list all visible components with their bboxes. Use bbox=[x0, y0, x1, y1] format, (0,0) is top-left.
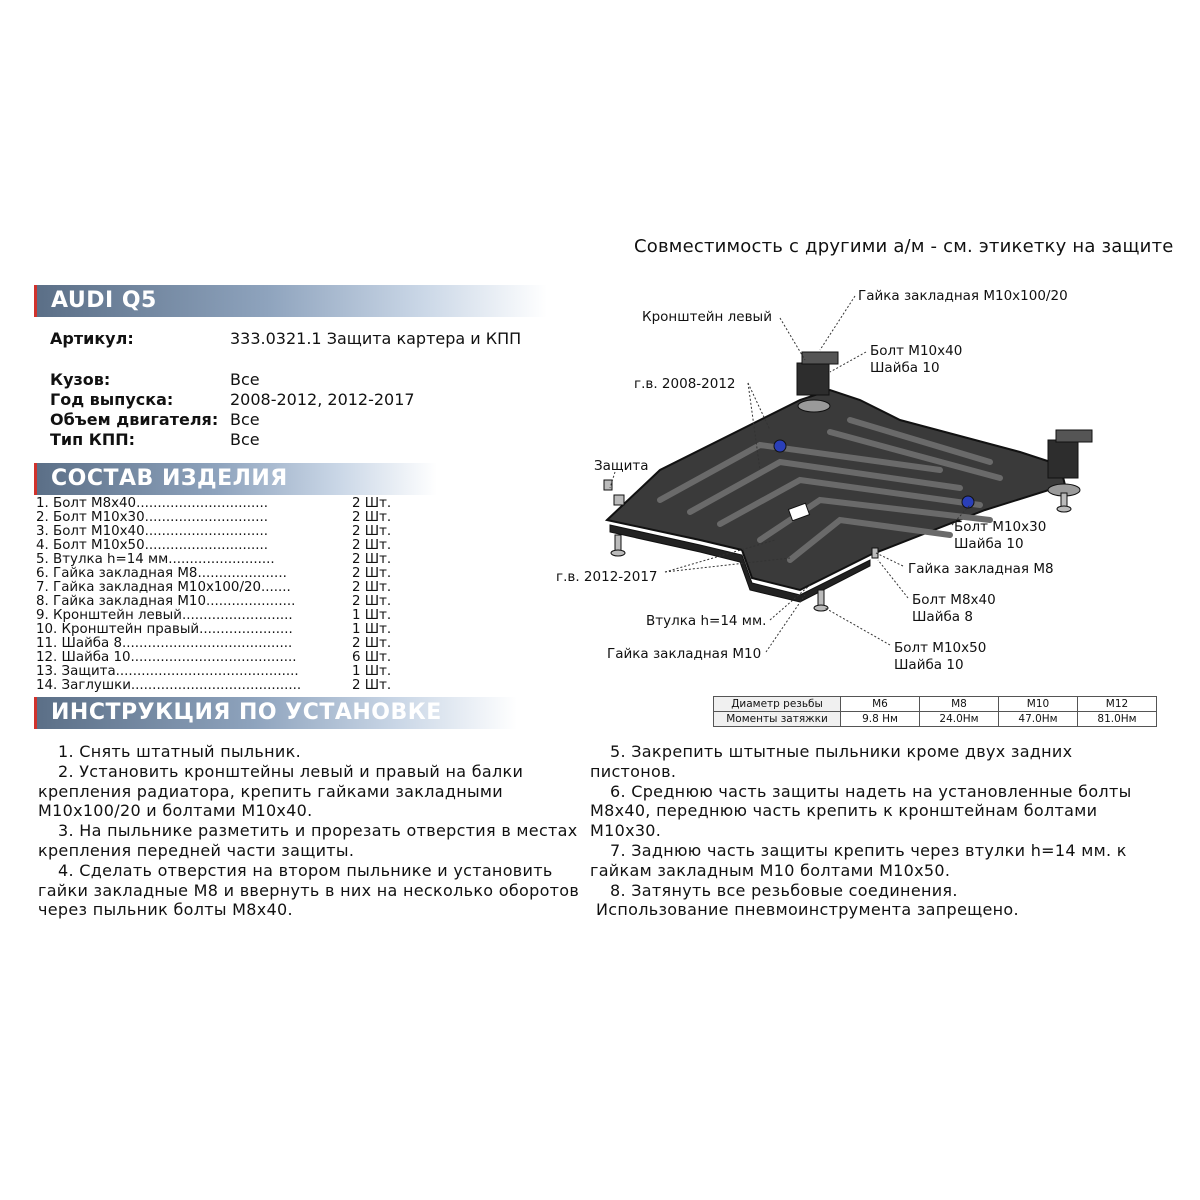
part-name: 11. Шайба 8........................................ bbox=[36, 636, 293, 651]
part-name: 10. Кронштейн правый...................... bbox=[36, 622, 293, 637]
part-qty: 1 Шт. bbox=[352, 664, 392, 679]
callout-washer8: Шайба 8 bbox=[912, 609, 973, 625]
part-qty: 2 Шт. bbox=[352, 552, 392, 567]
torque-table bbox=[713, 696, 1157, 727]
table-row bbox=[714, 697, 1157, 712]
thread-size-cell: М8 bbox=[920, 697, 999, 712]
thread-size-cell: М12 bbox=[1078, 697, 1157, 712]
callout-bushing: Втулка h=14 мм. bbox=[646, 613, 767, 629]
torque-row-label: Диаметр резьбы bbox=[714, 697, 841, 712]
spec-value-gearbox: Все bbox=[230, 430, 260, 449]
instruction-step: 3. На пыльнике разметить и прорезать отверстия в местах крепления передней части защиты. bbox=[38, 821, 578, 860]
part-name: 12. Шайба 10....................................... bbox=[36, 650, 297, 665]
instruction-step: 1. Снять штатный пыльник. bbox=[58, 742, 301, 761]
instruction-step: 7. Заднюю часть защиты крепить через втулки h=14 мм. к гайкам закладным М10 болтами М10х50. bbox=[590, 840, 1127, 880]
part-name: 7. Гайка закладная М10х100/20....... bbox=[36, 580, 291, 595]
spec-label-body: Кузов: bbox=[50, 370, 111, 389]
part-qty: 2 Шт. bbox=[352, 594, 392, 609]
torque-value-cell: 47.0Нм bbox=[999, 712, 1078, 727]
spec-value-engine: Все bbox=[230, 410, 260, 429]
part-name: 3. Болт М10х40............................. bbox=[36, 524, 269, 539]
callout-gv-2008: г.в. 2008-2012 bbox=[634, 376, 736, 392]
callout-bracket-left: Кронштейн левый bbox=[642, 309, 772, 325]
torque-row-label: Моменты затяжки bbox=[714, 712, 841, 727]
spec-label-engine: Объем двигателя: bbox=[50, 410, 219, 429]
table-row bbox=[714, 712, 1157, 727]
callout-gv-2012: г.в. 2012-2017 bbox=[556, 569, 658, 585]
part-name: 5. Втулка h=14 мм......................... bbox=[36, 552, 275, 567]
part-qty: 1 Шт. bbox=[352, 608, 392, 623]
part-qty: 1 Шт. bbox=[352, 622, 392, 637]
brand-title: AUDI Q5 bbox=[51, 288, 157, 313]
part-qty: 2 Шт. bbox=[352, 524, 392, 539]
part-name: 9. Кронштейн левый.......................... bbox=[36, 608, 293, 623]
contents-title: СОСТАВ ИЗДЕЛИЯ bbox=[51, 466, 288, 491]
part-name: 13. Защита........................................... bbox=[36, 664, 299, 679]
instruction-step: 2. Установить кронштейны левый и правый на балки крепления радиатора, крепить гайками закладными М10х100/20 и болтами М10х40. bbox=[38, 761, 524, 821]
spec-label-article: Артикул: bbox=[50, 329, 134, 348]
install-title: ИНСТРУКЦИЯ ПО УСТАНОВКЕ bbox=[51, 700, 442, 725]
part-qty: 2 Шт. bbox=[352, 678, 392, 693]
thread-size-cell: М10 bbox=[999, 697, 1078, 712]
instruction-step: 6. Среднюю часть защиты надеть на установленные болты М8х40, переднюю часть крепить к кронштейнам болтами М10х30. bbox=[590, 781, 1132, 841]
torque-value-cell: 9.8 Нм bbox=[841, 712, 920, 727]
torque-value-cell: 81.0Нм bbox=[1078, 712, 1157, 727]
spec-value-year: 2008-2012, 2012-2017 bbox=[230, 390, 415, 409]
part-name: 6. Гайка закладная М8..................... bbox=[36, 566, 287, 581]
callout-bolt-m10x30: Болт М10х30 bbox=[954, 519, 1047, 535]
instruction-step: 4. Сделать отверстия на втором пыльнике и установить гайки закладные М8 и ввернуть в них на несколько оборотов через пыльник болты М8х40. bbox=[38, 860, 580, 920]
part-qty: 2 Шт. bbox=[352, 580, 392, 595]
callout-bolt-m8x40: Болт М8х40 bbox=[912, 592, 996, 608]
callout-washer10-c: Шайба 10 bbox=[894, 657, 964, 673]
spec-value-body: Все bbox=[230, 370, 260, 389]
bracket-right bbox=[1048, 430, 1092, 496]
part-qty: 6 Шт. bbox=[352, 650, 392, 665]
part-name: 8. Гайка закладная М10..................... bbox=[36, 594, 296, 609]
spec-value-article: 333.0321.1 Защита картера и КПП bbox=[230, 329, 522, 348]
part-qty: 2 Шт. bbox=[352, 636, 392, 651]
part-name: 14. Заглушки........................................ bbox=[36, 678, 302, 693]
part-name: 2. Болт М10х30............................. bbox=[36, 510, 269, 525]
callout-washer10-b: Шайба 10 bbox=[954, 536, 1024, 552]
part-qty: 2 Шт. bbox=[352, 496, 392, 511]
compat-note: Совместимость с другими а/м - см. этикетку на защите bbox=[634, 236, 1174, 257]
callout-nut-m10: Гайка закладная М10 bbox=[607, 646, 762, 662]
instruction-step: 5. Закрепить штытные пыльники кроме двух задних пистонов. bbox=[590, 742, 1073, 781]
spec-label-gearbox: Тип КПП: bbox=[50, 430, 136, 449]
instruction-step: 8. Затянуть все резьбовые соединения. bbox=[610, 880, 958, 900]
callout-nut-m8: Гайка закладная М8 bbox=[908, 561, 1054, 577]
part-qty: 2 Шт. bbox=[352, 566, 392, 581]
part-name: 1. Болт М8х40............................... bbox=[36, 496, 269, 511]
callout-bolt-m10x50: Болт М10х50 bbox=[894, 640, 987, 656]
callout-nut-m10x100: Гайка закладная М10х100/20 bbox=[858, 288, 1068, 304]
callout-zashchita: Защита bbox=[594, 458, 649, 474]
spec-label-year: Год выпуска: bbox=[50, 390, 174, 409]
part-name: 4. Болт М10х50............................. bbox=[36, 538, 269, 553]
part-qty: 2 Шт. bbox=[352, 538, 392, 553]
callout-washer10-a: Шайба 10 bbox=[870, 360, 940, 376]
callout-bolt-m10x40: Болт М10х40 bbox=[870, 343, 963, 359]
instruction-note: Использование пневмоинструмента запрещено. bbox=[596, 900, 1019, 920]
thread-size-cell: М6 bbox=[841, 697, 920, 712]
part-qty: 2 Шт. bbox=[352, 510, 392, 525]
torque-value-cell: 24.0Нм bbox=[920, 712, 999, 727]
